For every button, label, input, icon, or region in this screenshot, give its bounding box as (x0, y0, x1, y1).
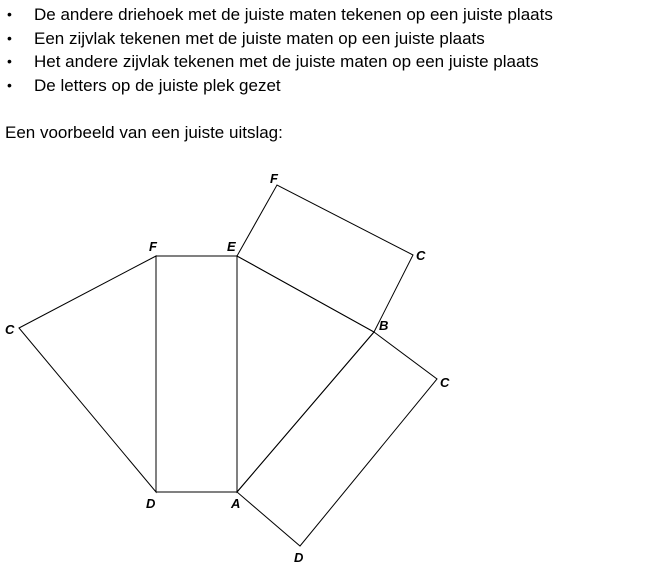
triangle-cfd (19, 256, 156, 492)
bullet-icon: • (7, 53, 12, 69)
criteria-text: De andere driehoek met de juiste maten tekenen op een juiste plaats (34, 5, 553, 24)
example-intro: Een voorbeeld van een juiste uitslag: (5, 123, 283, 142)
label-a: A (231, 496, 241, 511)
criteria-text: De letters op de juiste plek gezet (34, 75, 281, 95)
label-f-top: F (270, 171, 278, 186)
bullet-icon: • (7, 29, 12, 46)
label-f-left: F (149, 239, 157, 254)
label-c-top: C (416, 248, 426, 263)
face-abcd (237, 332, 437, 546)
criteria-text: Een zijvlak tekenen met de juiste maten op een juiste plaats (34, 28, 485, 48)
label-e: E (227, 239, 236, 254)
label-d-left: D (146, 496, 156, 511)
face-efcb (237, 185, 413, 332)
label-c-right: C (440, 375, 450, 390)
label-d-bottom: D (294, 550, 304, 565)
bullet-icon: • (7, 76, 12, 93)
triangle-eba (237, 256, 374, 492)
label-b: B (379, 318, 389, 333)
face-feda (156, 256, 237, 492)
criteria-text: Het andere zijvlak tekenen met de juiste maten op een juiste plaats (34, 52, 539, 71)
bullet-icon: • (7, 6, 12, 22)
label-c-left: C (5, 322, 15, 337)
